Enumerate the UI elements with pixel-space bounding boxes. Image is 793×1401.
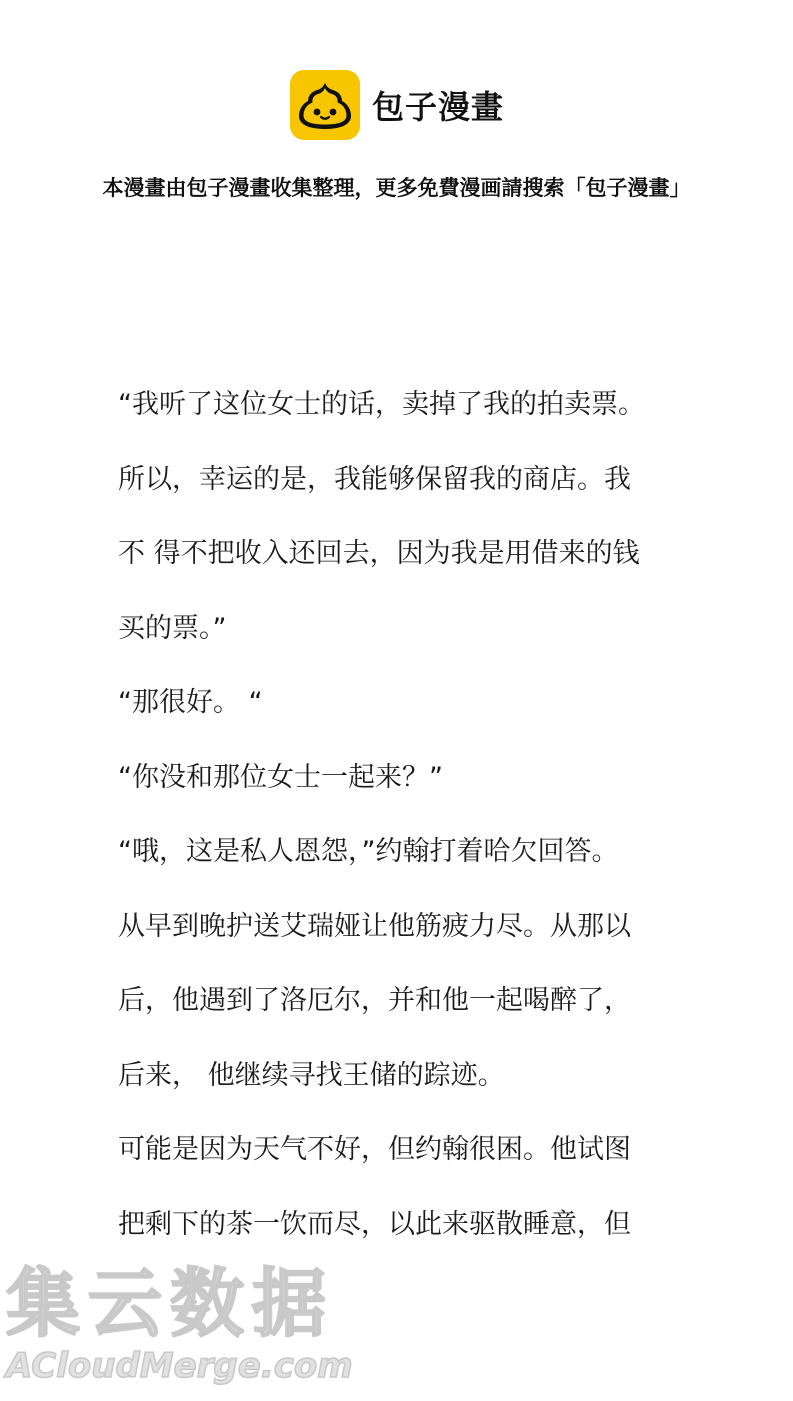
source-notice: 本漫畫由包子漫畫收集整理，更多免費漫画請搜索「包子漫畫」 xyxy=(102,176,691,200)
story-line: “那很好。 “ xyxy=(118,687,263,718)
brand-name: 包子漫畫 xyxy=(372,88,505,126)
story-line: 不 得不把收入还回去，因为我是用借来的钱 xyxy=(118,538,640,569)
steamed-bun-icon xyxy=(296,79,354,131)
story-line: 可能是因为天气不好，但约翰很困。他试图 xyxy=(118,1134,631,1165)
story-line: 买的票。” xyxy=(118,612,227,644)
logo xyxy=(290,70,360,140)
story-line: 从早到晚护送艾瑞娅让他筋疲力尽。从那以 xyxy=(118,910,631,942)
story-line: 后，他遇到了洛厄尔，并和他一起喝醉了， xyxy=(118,985,631,1016)
story-line: 把剩下的茶一饮而尽，以此来驱散睡意，但 xyxy=(118,1208,631,1240)
brand-header xyxy=(290,70,504,140)
watermark-cn: 集云数据 xyxy=(6,1261,334,1347)
story-line: 后来， 他继续寻找王储的踪迹。 xyxy=(118,1059,505,1091)
story-line: “我听了这位女士的话，卖掉了我的拍卖票。 xyxy=(118,389,645,420)
story-line: “你没和那位女士一起来？” xyxy=(118,761,443,793)
watermark xyxy=(6,1262,386,1386)
story-text xyxy=(118,380,718,1274)
story-line: 所以，幸运的是，我能够保留我的商店。我 xyxy=(118,463,631,495)
watermark-en: ACloudMerge.com xyxy=(6,1346,353,1386)
story-line: “哦，这是私人恩怨，”约翰打着哈欠回答。 xyxy=(118,836,619,867)
